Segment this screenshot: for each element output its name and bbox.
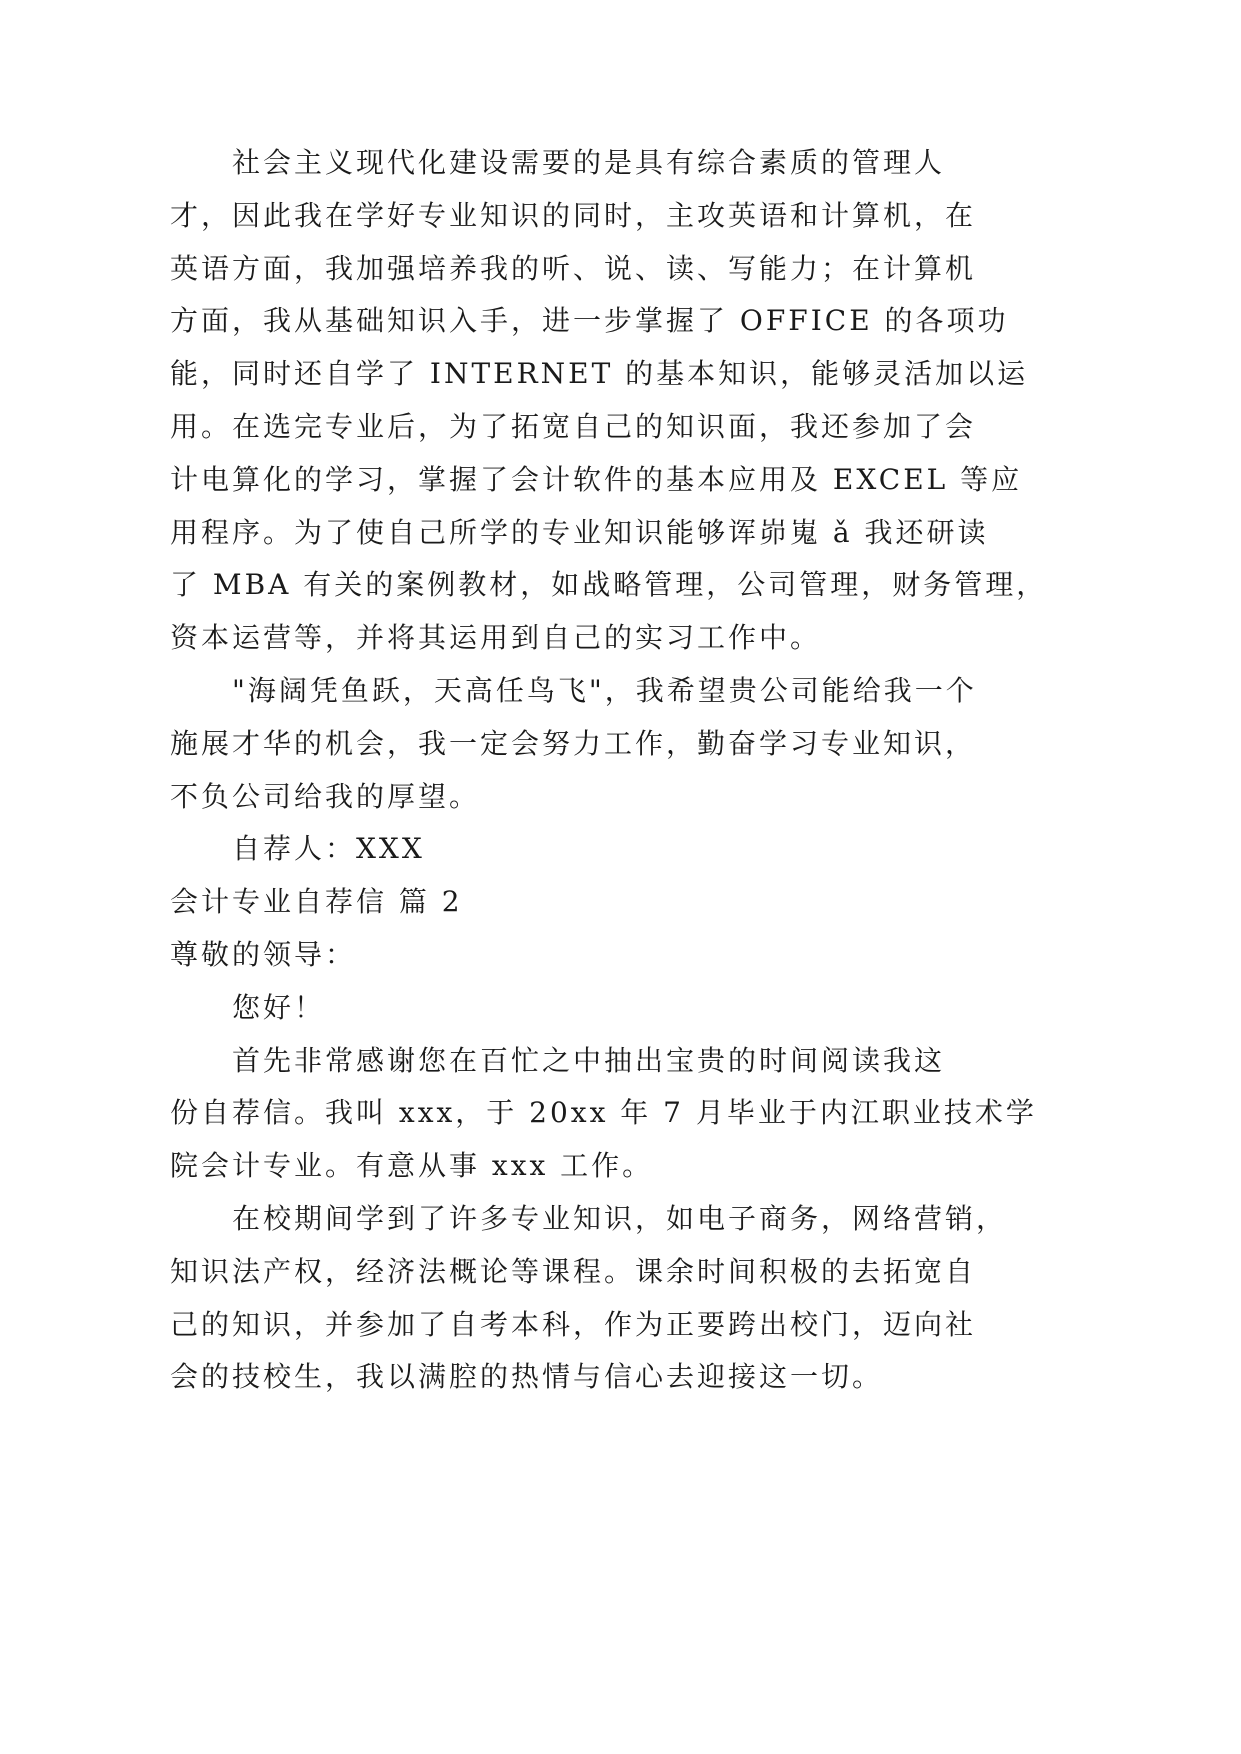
salutation — [170, 929, 1070, 982]
text-line: 了 MBA 有关的案例教材，如战略管理，公司管理，财务管理， — [170, 568, 1048, 602]
section-title — [170, 876, 1070, 929]
greeting — [170, 982, 1070, 1035]
text-line: "海阔凭鱼跃，天高任鸟飞"，我希望贵公司能给我一个 — [232, 673, 977, 707]
text-line: 份自荐信。我叫 xxx，于 20xx 年 7 月毕业于内江职业技术学 — [170, 1096, 1037, 1130]
text-line: 自荐人：XXX — [232, 832, 425, 866]
paragraph-study — [170, 1193, 1070, 1404]
text-line: 尊敬的领导： — [170, 937, 357, 971]
text-line: 英语方面，我加强培养我的听、说、读、写能力；在计算机 — [170, 251, 977, 285]
text-line: 会计专业自荐信 篇 2 — [170, 885, 463, 919]
text-line: 施展才华的机会，我一定会努力工作，勤奋学习专业知识， — [170, 726, 977, 760]
text-line: 才，因此我在学好专业知识的同时，主攻英语和计算机，在 — [170, 198, 977, 232]
text-line: 不负公司给我的厚望。 — [170, 779, 481, 813]
text-line: 能，同时还自学了 INTERNET 的基本知识，能够灵活加以运 — [170, 357, 1029, 391]
document-body — [170, 137, 1070, 1404]
text-line: 院会计专业。有意从事 xxx 工作。 — [170, 1149, 654, 1183]
text-line: 计电算化的学习，掌握了会计软件的基本应用及 EXCEL 等应 — [170, 462, 1023, 496]
paragraph-intro — [170, 1035, 1070, 1193]
text-line: 知识法产权，经济法概论等课程。课余时间积极的去拓宽自 — [170, 1254, 977, 1288]
text-line: 首先非常感谢您在百忙之中抽出宝贵的时间阅读我这 — [232, 1043, 946, 1077]
text-line: 用程序。为了使自己所学的专业知识能够诨峁嵬 ǎ 我还研读 — [170, 515, 989, 549]
text-line: 在校期间学到了许多专业知识，如电子商务，网络营销， — [232, 1201, 1008, 1235]
paragraph-skills — [170, 137, 1070, 665]
text-line: 社会主义现代化建设需要的是具有综合素质的管理人 — [232, 146, 946, 179]
text-line: 己的知识，并参加了自考本科，作为正要跨出校门，迈向社 — [170, 1307, 977, 1341]
text-line: 资本运营等，并将其运用到自己的实习工作中。 — [170, 621, 822, 655]
text-line: 您好！ — [232, 990, 326, 1024]
text-line: 用。在选完专业后，为了拓宽自己的知识面，我还参加了会 — [170, 409, 977, 443]
text-line: 会的技校生，我以满腔的热情与信心去迎接这一切。 — [170, 1360, 884, 1394]
paragraph-hope — [170, 665, 1070, 823]
text-line: 方面，我从基础知识入手，进一步掌握了 OFFICE 的各项功 — [170, 304, 1009, 338]
signature — [170, 823, 1070, 876]
